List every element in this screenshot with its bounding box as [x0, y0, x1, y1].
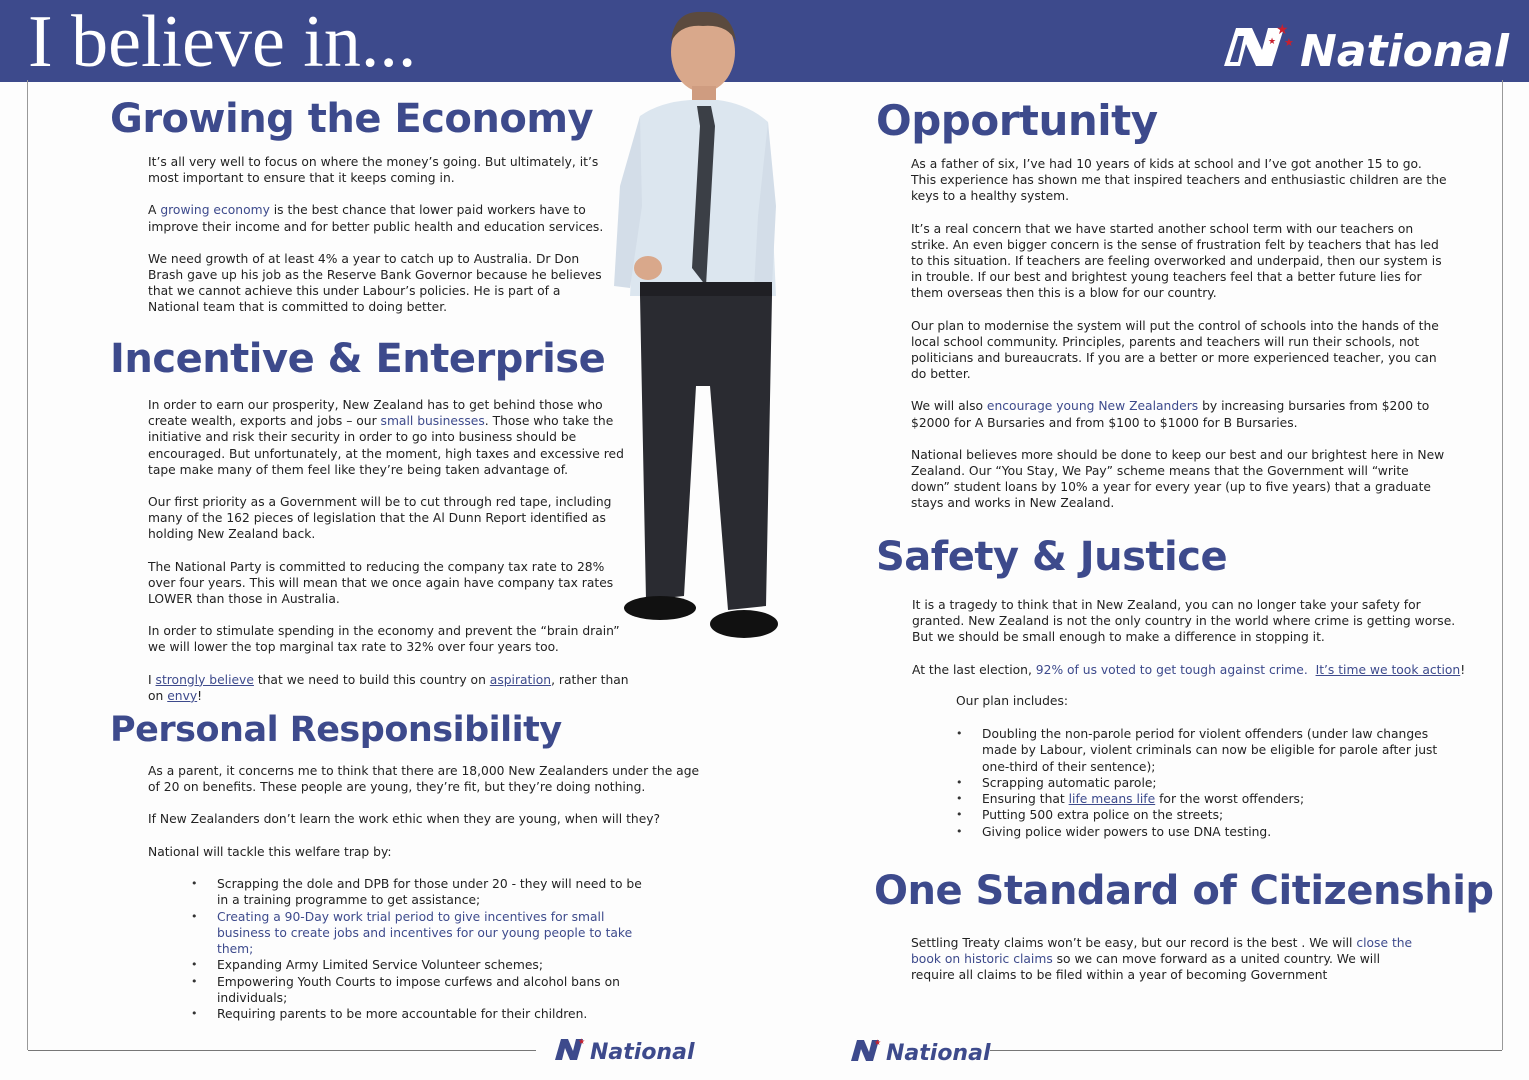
- text-span: We will also: [911, 399, 987, 414]
- right-page-border: [1502, 80, 1503, 1050]
- heading-personal-responsibility: Personal Responsibility: [110, 710, 562, 750]
- section-personal-responsibility: [148, 763, 704, 860]
- responsibility-paragraph-1: As a parent, it concerns me to think that there are 18,000 New Zealanders under the age of 20 on benefits. These people are young, they’re fit, but they’re doing nothing.: [148, 764, 700, 795]
- opportunity-paragraph-2: It’s a real concern that we have started another school term with our teachers on strike. An even bigger concern is the sense of frustration felt by teachers that has led to this situation. If teachers are feeling overworked and underpaid, then our system is in trouble. If our best and brightest young teachers feel that a better future lies for them overseas then this is a blow for our country.: [911, 221, 1442, 301]
- growing-economy-highlight: growing economy: [160, 203, 270, 218]
- text-span: I: [148, 672, 156, 687]
- text-span: . Those who take the initiative and risk their security in order to go into business should be encouraged. But unfortunately, at the moment, high taxes and excessive red tape make many of them feel like they’re being taken advantage of.: [148, 414, 624, 477]
- list-item: • Giving police wider powers to use DNA testing.: [956, 824, 1456, 840]
- svg-text:★: ★: [874, 1038, 882, 1047]
- life-means-life-link[interactable]: life means life: [1068, 792, 1156, 807]
- national-logo-text: National: [1300, 26, 1509, 77]
- national-logo-mark-icon: [554, 1037, 586, 1067]
- svg-text:★: ★: [1268, 37, 1277, 47]
- list-item: • Putting 500 extra police on the streets;: [956, 807, 1456, 823]
- national-logo-mark-icon: [850, 1038, 882, 1068]
- svg-text:★: ★: [1284, 36, 1294, 49]
- enterprise-paragraph-2: Our first priority as a Government will be to cut through red tape, including many of the 162 pieces of legislation that the Al Dunn Report identified as holding New Zealand back.: [148, 495, 612, 542]
- enterprise-paragraph-1: [148, 397, 634, 478]
- crime-vote-highlight: 92% of us voted to get tough against crime.: [1035, 662, 1308, 677]
- svg-text:★: ★: [578, 1037, 586, 1046]
- section-safety-justice: [912, 597, 1472, 678]
- opportunity-paragraph-1: As a father of six, I’ve had 10 years of kids at school and I’ve got another 15 to go. This experience has shown me that inspired teachers and enthusiastic children are the keys to a healthy system.: [911, 157, 1447, 204]
- envy-link[interactable]: envy: [167, 688, 198, 703]
- section-opportunity: [911, 156, 1447, 512]
- encourage-young-nz-highlight: encourage young New Zealanders: [986, 399, 1199, 414]
- footer-divider-left: [28, 1050, 536, 1051]
- responsibility-paragraph-3: National will tackle this welfare trap by:: [148, 844, 392, 859]
- list-item: [956, 791, 1456, 807]
- text-span: In order to earn our prosperity, New Zealand has to get behind those who create wealth, exports and jobs – our: [148, 398, 603, 429]
- national-logo-mark-icon: [1222, 24, 1292, 79]
- section-incentive-enterprise: [148, 397, 634, 704]
- list-item: • Scrapping the dole and DPB for those under 20 - they will need to be in a training programme to get assistance;: [191, 876, 651, 909]
- text-span: Settling Treaty claims won’t be easy, but our record is the best . We will: [911, 936, 1357, 950]
- footer-logo-right: [850, 1038, 990, 1068]
- footer-logo-left: [554, 1037, 694, 1067]
- enterprise-paragraph-4: In order to stimulate spending in the economy and prevent the “brain drain” we will lower the top marginal tax rate to 32% over four years too.: [148, 624, 620, 655]
- strongly-believe-link[interactable]: strongly believe: [155, 672, 254, 687]
- list-item-highlight: • Creating a 90-Day work trial period to give incentives for small business to create jobs and incentives for our young people to take them;: [191, 909, 651, 958]
- economy-paragraph-2: [148, 202, 608, 234]
- safety-paragraph-1: It is a tragedy to think that in New Zealand, you can no longer take your safety for granted. New Zealand is not the only country in the world where crime is getting worse. But we should be small enough to make a difference in stopping it.: [912, 598, 1456, 645]
- text-span: [1308, 663, 1316, 677]
- text-span: !: [1460, 662, 1466, 677]
- heading-safety-justice: Safety & Justice: [876, 534, 1228, 580]
- text-span: Ensuring that: [982, 792, 1069, 807]
- text-span: At the last election,: [912, 662, 1036, 677]
- opportunity-paragraph-3: Our plan to modernise the system will put the control of schools into the hands of the local school community. Principles, parents and teachers will run their schools, not politicians and bureaucrats. If you are a better or more experienced teacher, you can do better.: [911, 318, 1439, 382]
- text-span: , rather than on: [148, 672, 629, 703]
- responsibility-paragraph-2: If New Zealanders don’t learn the work ethic when they are young, when will they?: [148, 812, 661, 827]
- small-businesses-highlight: small businesses: [380, 414, 485, 429]
- list-item: • Doubling the non-parole period for violent offenders (under law changes made by Labour, violent criminals can now be eligible for parole after just one-third of their sentence);: [956, 726, 1456, 775]
- aspiration-link[interactable]: aspiration: [489, 672, 552, 687]
- list-item: • Empowering Youth Courts to impose curfews and alcohol bans on individuals;: [191, 974, 651, 1007]
- opportunity-paragraph-4: [911, 398, 1447, 430]
- section-citizenship: [911, 935, 1421, 984]
- list-item: • Scrapping automatic parole;: [956, 775, 1456, 791]
- text-span: A: [148, 203, 161, 218]
- national-logo: [1222, 24, 1509, 79]
- economy-paragraph-3: We need growth of at least 4% a year to catch up to Australia. Dr Don Brash gave up his job as the Reserve Bank Governor because he believes that we cannot achieve this under Labour’s policies. He is part of a National team that is committed to doing better.: [148, 251, 602, 315]
- section-growing-economy: [148, 154, 608, 316]
- enterprise-paragraph-3: The National Party is committed to reducing the company tax rate to 28% over four years. This will mean that we once again have company tax rates LOWER than those in Australia.: [148, 559, 614, 607]
- safety-plan-list: [956, 726, 1456, 840]
- economy-paragraph-1: It’s all very well to focus on where the money’s going. But ultimately, it’s most important to ensure that it keeps coming in.: [148, 155, 599, 186]
- footer-logo-text: National: [886, 1040, 991, 1066]
- footer-logo-text: National: [590, 1039, 695, 1065]
- opportunity-paragraph-5: National believes more should be done to keep our best and our brightest here in New Zealand. Our “You Stay, We Pay” scheme means that the Government will “write down” student loans by 10% a year for every year (up to five years) that a graduate stays and works in New Zealand.: [911, 447, 1445, 511]
- text-span: that we need to build this country on: [253, 672, 490, 687]
- safety-paragraph-2: [912, 662, 1472, 678]
- heading-incentive-enterprise: Incentive & Enterprise: [110, 336, 606, 382]
- text-span: for the worst offenders;: [1155, 792, 1305, 807]
- welfare-plan-list: [191, 876, 651, 1023]
- heading-one-standard-citizenship: One Standard of Citizenship: [874, 868, 1494, 914]
- left-page-border: [27, 80, 28, 1050]
- citizenship-paragraph-1: [911, 935, 1421, 984]
- svg-text:★: ★: [1276, 22, 1289, 38]
- heading-opportunity: Opportunity: [876, 96, 1158, 145]
- close-the-book-highlight: close the book on historic claims: [911, 936, 1413, 967]
- take-action-link[interactable]: It’s time we took action: [1315, 662, 1461, 677]
- list-item: • Requiring parents to be more accountable for their children.: [191, 1006, 651, 1022]
- heading-growing-economy: Growing the Economy: [110, 96, 594, 142]
- enterprise-paragraph-5: [148, 672, 634, 704]
- text-span: by increasing bursaries from $200 to $2000 for A Bursaries and from $100 to $1000 for B Bursaries.: [911, 399, 1430, 430]
- list-item: • Expanding Army Limited Service Volunteer schemes;: [191, 957, 651, 973]
- text-span: !: [197, 688, 203, 703]
- page-headline: I believe in...: [28, 1, 417, 83]
- text-span: is the best chance that lower paid workers have to improve their income and for better public health and education services.: [148, 203, 604, 234]
- plan-intro: Our plan includes:: [956, 694, 1068, 708]
- text-span: so we can move forward as a united country. We will require all claims to be filed within a year of becoming Government: [911, 952, 1381, 983]
- footer-divider-right: [990, 1050, 1502, 1051]
